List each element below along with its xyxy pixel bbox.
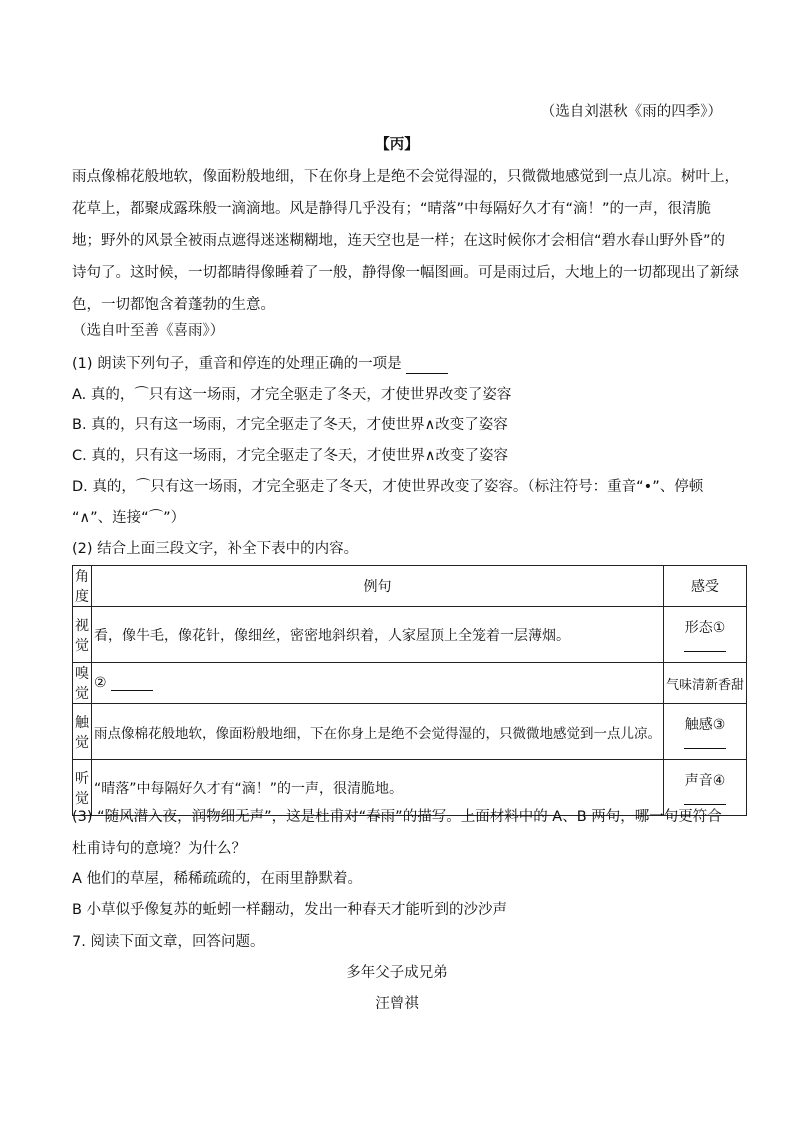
- passage-line: 花草上，都聚成露珠般一滴滴地。风是静得几乎没有；“晴落”中每隔好久才有“滴！”的一声，很清脆: [72, 201, 712, 217]
- section-title: 【丙】: [375, 137, 419, 153]
- answer-blank[interactable]: [111, 676, 153, 691]
- angle-cell: 触觉: [73, 704, 92, 760]
- angle-cell: 嗅觉: [73, 663, 92, 704]
- feeling-label: 触感③: [684, 717, 726, 733]
- answer-blank[interactable]: [406, 359, 448, 374]
- option-c: C. 真的，只有这一场雨，才完全驱走了冬天，才使世界∧改变了姿容: [72, 448, 508, 464]
- symbol-legend: “∧”、连接“⌒”）: [72, 510, 186, 526]
- example-cell: 看，像牛毛，像花针，像细丝，密密地斜织着，人家屋顶上全笼着一层薄烟。: [92, 607, 664, 663]
- question-7: 7. 阅读下面文章，回答问题。: [72, 934, 265, 950]
- angle-cell: 听觉: [73, 760, 92, 816]
- example-label: ②: [94, 675, 107, 691]
- angle-cell: 视觉: [73, 607, 92, 663]
- example-cell: 雨点像棉花般地软，像面粉般地细，下在你身上是绝不会觉得湿的，只微微地感觉到一点儿凉。: [92, 704, 664, 760]
- option-a: A. 真的，⌒只有这一场雨，才完全驱走了冬天，才使世界改变了姿容: [72, 387, 512, 403]
- article-author: 汪曾祺: [375, 996, 419, 1012]
- question-3-line: (3) “随风潜入夜，润物细无声”，这是杜甫对“春雨”的描写。上面材料中的 A、B 两句，哪一句更符合: [72, 809, 722, 825]
- header-angle: 角度: [73, 566, 92, 607]
- passage-line: 诗句了。这时候，一切都睛得像睡着了一般，静得像一幅图画。可是雨过后，大地上的一切都现出了新绿: [72, 265, 739, 281]
- feeling-label: 声音④: [684, 773, 726, 789]
- table-row: [73, 607, 747, 663]
- header-example: 例句: [92, 566, 664, 607]
- feeling-cell: [664, 704, 747, 760]
- sentence-a: A 他们的草屋，稀稀疏疏的，在雨里静默着。: [72, 871, 363, 887]
- answer-blank[interactable]: [684, 643, 726, 652]
- sensory-table: [72, 565, 747, 816]
- feeling-label: 形态①: [684, 620, 726, 636]
- article-title: 多年父子成兄弟: [346, 965, 448, 981]
- sentence-b: B 小草似乎像复苏的蚯蚓一样翻动，发出一种春天才能听到的沙沙声: [72, 902, 508, 918]
- example-cell: [92, 663, 664, 704]
- question-2-stem: (2) 结合上面三段文字，补全下表中的内容。: [72, 541, 359, 557]
- passage-line: 地；野外的风景全被雨点遮得迷迷糊糊地，连天空也是一样；在这时候你才会相信“碧水春山野外昏”的: [72, 233, 726, 249]
- table-row: [73, 663, 747, 704]
- passage-line: 色，一切都饱含着蓬勃的生意。: [72, 297, 275, 313]
- header-feeling: 感受: [664, 566, 747, 607]
- table-row: [73, 704, 747, 760]
- question-1-stem: [72, 354, 448, 374]
- passage-line: 雨点像棉花般地软，像面粉般地细，下在你身上是绝不会觉得湿的，只微微地感觉到一点儿凉。树叶上，: [72, 169, 739, 185]
- source-citation-a: （选自刘湛秋《雨的四季》）: [540, 104, 722, 120]
- question-3-line: 杜甫诗句的意境？为什么？: [72, 841, 246, 857]
- example-cell: “晴落”中每隔好久才有“滴！”的一声，很清脆地。: [92, 760, 664, 816]
- answer-blank[interactable]: [684, 796, 726, 805]
- feeling-cell: 气味清新香甜: [664, 663, 747, 704]
- option-b: B. 真的，只有这一场雨，才完全驱走了冬天，才使世界∧改变了姿容: [72, 417, 508, 433]
- question-1-text: (1) 朗读下列句子，重音和停连的处理正确的一项是: [72, 356, 402, 372]
- answer-blank[interactable]: [684, 740, 726, 749]
- table-header-row: [73, 566, 747, 607]
- option-d: D. 真的，⌒只有这一场雨，才完全驱走了冬天，才使世界改变了姿容。（标注符号：重音“•”、停顿: [72, 479, 704, 495]
- feeling-cell: [664, 607, 747, 663]
- source-citation-b: （选自叶至善《喜雨》）: [72, 323, 225, 339]
